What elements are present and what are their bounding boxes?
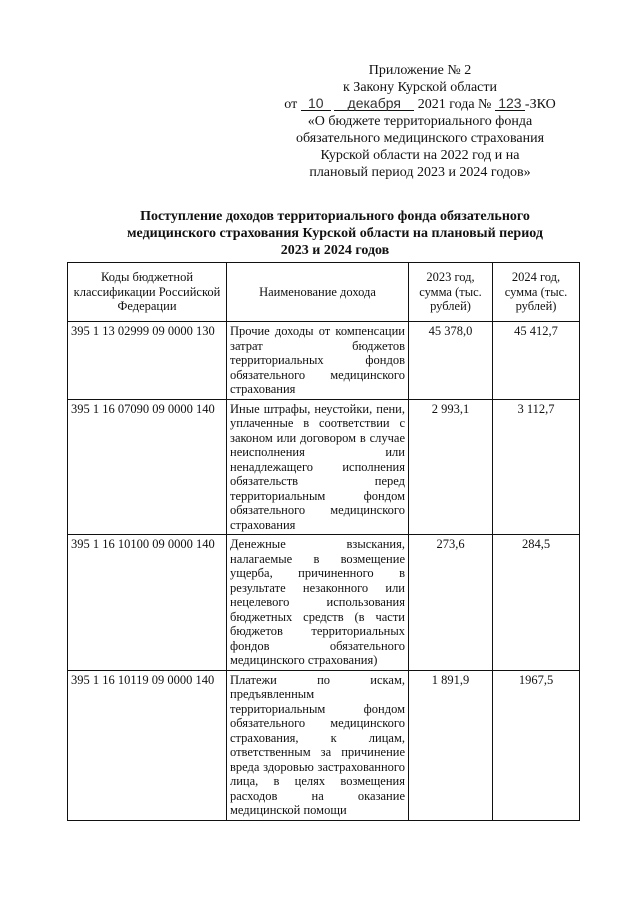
table-header-row xyxy=(68,263,580,322)
appendix-law-title-3: Курской области на 2022 год и на xyxy=(320,148,520,163)
row-name: Платежи по искам, предъявленным территориальным фондом обязательного медицинского страхования, к лицам, ответственным за причинение вреда здоровью застрахованного лица, в целях возмещения расходов на оказание медицинской помощи xyxy=(227,670,409,820)
appendix-law-title-4: плановый период 2023 и 2024 годов» xyxy=(309,165,531,180)
date-day: 10 xyxy=(301,96,331,111)
header-code: Коды бюджетной классификации Российской Федерации xyxy=(68,263,227,322)
appendix-date-line xyxy=(240,96,600,113)
appendix-number: Приложение № 2 xyxy=(368,63,472,78)
row-amount-2023: 1 891,9 xyxy=(409,670,493,820)
date-prefix: от xyxy=(284,97,298,112)
header-2024: 2024 год, сумма (тыс. рублей) xyxy=(493,263,580,322)
appendix-law-title-1: «О бюджете территориального фонда xyxy=(307,114,533,129)
table-row xyxy=(68,670,580,820)
row-amount-2024: 284,5 xyxy=(493,535,580,671)
row-name: Иные штрафы, неустойки, пени, уплаченные в соответствии с законом или договором в случае неисполнения или ненадлежащего исполнения обязательств перед территориальным фондом обязательного медицинского страхования xyxy=(227,399,409,535)
table-row xyxy=(68,322,580,400)
row-name: Денежные взыскания, налагаемые в возмещение ущерба, причиненного в результате незаконного или нецелевого использования бюджетных средств (в части бюджетов территориальных фондов обязательного медицинского страхования) xyxy=(227,535,409,671)
row-code: 395 1 13 02999 09 0000 130 xyxy=(68,322,227,400)
row-code: 395 1 16 07090 09 0000 140 xyxy=(68,399,227,535)
row-code: 395 1 16 10100 09 0000 140 xyxy=(68,535,227,671)
law-suffix: -ЗКО xyxy=(524,97,556,112)
header-name: Наименование дохода xyxy=(227,263,409,322)
income-table xyxy=(67,262,580,821)
law-number: 123 xyxy=(495,96,525,111)
row-amount-2024: 1967,5 xyxy=(493,670,580,820)
appendix-header xyxy=(240,62,600,181)
row-code: 395 1 16 10119 09 0000 140 xyxy=(68,670,227,820)
row-amount-2024: 45 412,7 xyxy=(493,322,580,400)
row-amount-2023: 2 993,1 xyxy=(409,399,493,535)
date-month: декабря xyxy=(334,96,414,111)
title-line-2: медицинского страхования Курской области на плановый период xyxy=(127,226,543,241)
date-year: 2021 года № xyxy=(417,97,492,112)
row-name: Прочие доходы от компенсации затрат бюджетов территориальных фондов обязательного медицинского страхования xyxy=(227,322,409,400)
row-amount-2023: 45 378,0 xyxy=(409,322,493,400)
appendix-law-title-2: обязательного медицинского страхования xyxy=(295,131,545,146)
header-2023: 2023 год, сумма (тыс. рублей) xyxy=(409,263,493,322)
row-amount-2023: 273,6 xyxy=(409,535,493,671)
title-line-3: 2023 и 2024 годов xyxy=(280,243,390,258)
table-row xyxy=(68,399,580,535)
appendix-law-ref: к Закону Курской области xyxy=(343,80,497,95)
table-row xyxy=(68,535,580,671)
page-title xyxy=(70,208,600,259)
row-amount-2024: 3 112,7 xyxy=(493,399,580,535)
title-line-1: Поступление доходов территориального фонда обязательного xyxy=(140,209,530,224)
